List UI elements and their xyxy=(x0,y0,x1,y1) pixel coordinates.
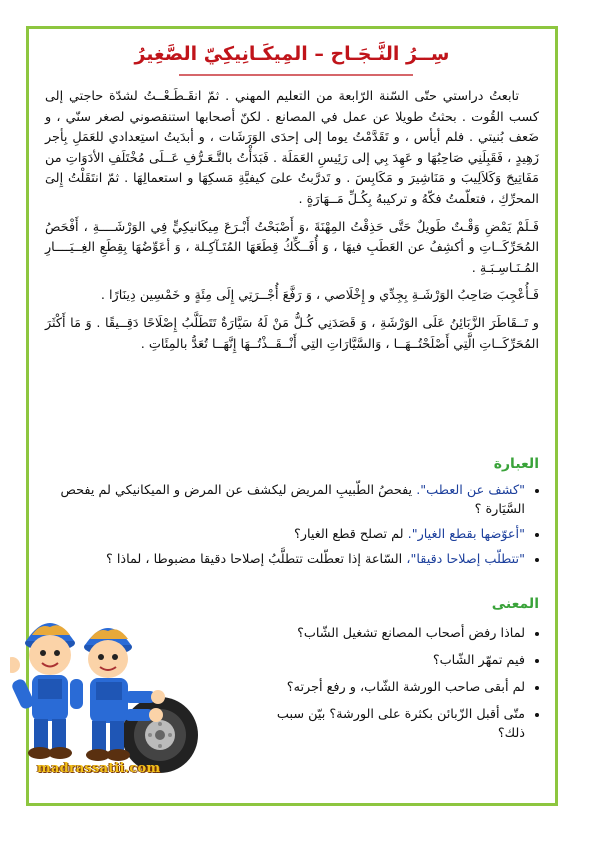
story-paragraph-1: تابعتُ دراستي حتّى السّنة الرّابعة من التعليم المهني . ثمّ انقَـطَـعْــتُ لشدّة حاجتي إلى كسب القُوت . بحثتُ طويلا عن عمل في المصانع . لكنّ أصحابها استنقصوني لصغر سنّي ، و ضَعف بُنيتي . فلم أيأس ، و تَقَدَّمْتُ يوما إلى إحدَى الوَرَشَات ، و أبدَيتُ استِعدادي للعَمَلِ بِأجر زَهِيدٍ ، فَقَبِلَنِي صَاحِبُهَا و عَهِدَ بِي إلى رَئِيسِ العَمَلَة . فَبَدَأْتُ بالتَّـعَـرُّفِ عَــلَى مُخْتَلَفِ الأدَوَاتِ من مَفَاتِيحَ وَكَلاَلِيبَ و مَنَاشِيرَ و مَكَابِسَ . و تَدرَّبتُ علىَ كيفيَّةِ مَسكِهَا و استعمالِهَا . ثمّ انتَقَلْتُ إِلىَ المحرِّكِ ، فتعلّمتُ فكّهُ و تركيبهُ بِكُـلِّ مَــهَارَةٍ . xyxy=(45,89,539,207)
ibara-question: لم تصلح قطع الغيار؟ xyxy=(294,527,408,542)
story-paragraph-4: و تَــقَاطَرَ الزَّبَائِنُ عَلَى الوَرْشَةِ ، وَ قَصَدَنِي كُـلُّ مَنْ لَهُ سَيَّارَةٌ تَتَطَلَّبُ إِصْلَاحًا دَقِــيقًا . وَ مَا أَكْثَرَ المُحَرِّكَــاتِ الَّتِي أَصْلَحْتُــهَــا ، وَالسَّيَّارَاتِ التِي أَنْــقَــذْتُــهَا إِنَّهَــا تُعَدُّ بالمِئَاتِ . xyxy=(45,315,539,352)
maana-list xyxy=(249,624,541,751)
ibara-item xyxy=(45,481,525,519)
title-underline xyxy=(179,74,413,76)
ibara-item xyxy=(45,550,525,569)
left-mechanic-boy xyxy=(10,623,83,759)
story-text xyxy=(45,87,539,362)
site-watermark: madrassatii.com xyxy=(37,761,161,776)
maana-item: • فيم تمهّر الشّاب؟ xyxy=(249,651,525,670)
ibara-item xyxy=(45,525,525,544)
ibara-heading: العبارة xyxy=(493,456,539,472)
page-title: سِــرُ النَّـجَـاح – المِيكَـانِيكِيّ الصَّغِيرُ xyxy=(134,43,450,65)
story-paragraph-2: فَـلَمْ يَمْضِ وَقْـتٌ طَويلٌ حَتَّى حَذِقْتُ المِهْنَةَ ،وَ أَصْبَحْتُ أَبْـرَعَ مِيكَانيكِيٍّ فِي الوَرْشَــــةِ ، أَفْحَصُ المُحَرِّكَــاتِ و أكشِفُ عن العَطَبِ فيهَا ، وَ أُفَــكِّكُ قِطَعَهَا المُتَـآكِـلة ، وَ أعَوِّضُهَا بِقِطَعِ الغِــيَــــارِ المُـنَـاسِـبَـةِ . xyxy=(45,219,539,276)
ibara-quote: "كشف عن العطب". xyxy=(416,483,525,498)
ibara-quote: "أعوّضها بقطع الغيار". xyxy=(407,527,525,542)
mechanic-boys-illustration xyxy=(10,583,210,773)
ibara-question: السّاعة إذا تعطّلت تتطلَّبُ إصلاحا دقيقا مضبوطا ، لماذا ؟ xyxy=(106,552,407,567)
maana-item: • متّى أقبل الزّبائن بكثرة على الورشة؟ بيّن سبب ذلك؟ xyxy=(249,705,525,743)
maana-heading: المعنى xyxy=(491,596,539,612)
maana-item: • لم أبقى صاحب الورشة الشّاب، و رفع أجرته؟ xyxy=(249,678,525,697)
maana-item: • لماذا رفض أصحاب المصانع تشغيل الشّاب؟ xyxy=(249,624,525,643)
ibara-list xyxy=(45,481,541,575)
ibara-quote: "تتطلّب إصلاحا دقيقا"، xyxy=(406,552,525,567)
ibara-question: يفحصُ الطّبيبِ المريض ليكشف عن المرض و الميكانيكي لم يفحص السَّيَارة ؟ xyxy=(60,483,525,517)
story-paragraph-3: فَـأُعْجِبَ صَاحِبُ الوَرْشَـةِ بِجِدِّي و إِخْلَاصي ، وَ رَفَّعَ أُجْــرَتِي إِلَى مِئَةٍ و خَمْسِين دِينَارًا . xyxy=(100,288,539,304)
